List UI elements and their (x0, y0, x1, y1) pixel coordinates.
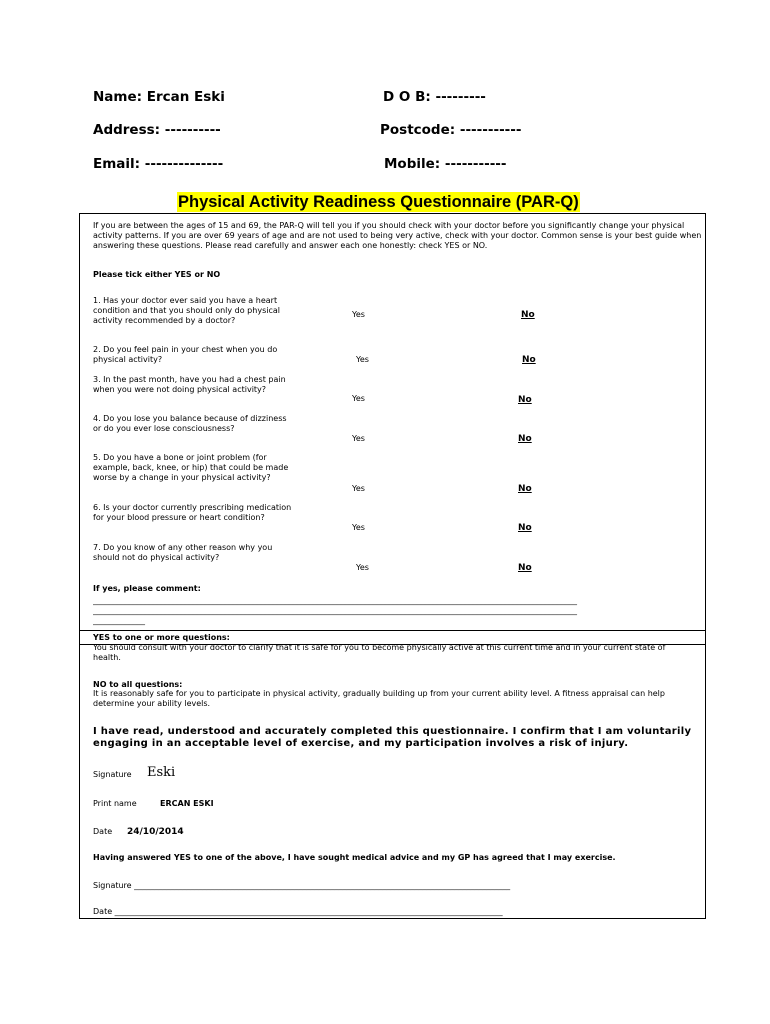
answer-no-3[interactable]: No (518, 395, 532, 405)
document-title: Physical Activity Readiness Questionnaire (PAR-Q) (178, 193, 579, 211)
name-field: Name: Ercan Eski (93, 89, 225, 105)
gp-date-line[interactable]: Date _________________________________________________________________________________________________ (93, 907, 503, 916)
signature-value: Eski (147, 765, 176, 780)
yes-one-title: YES to one or more questions: (93, 633, 230, 642)
answer-yes-1[interactable]: Yes (352, 310, 365, 319)
answer-no-2[interactable]: No (522, 355, 536, 365)
mobile-field: Mobile: ----------- (384, 156, 507, 172)
answer-yes-2[interactable]: Yes (356, 355, 369, 364)
gp-statement: Having answered YES to one of the above, I have sought medical advice and my GP has agreed that I may exercise. (93, 853, 616, 862)
question-6: 6. Is your doctor currently prescribing medication for your blood pressure or heart condition? (93, 503, 292, 522)
comment-label: If yes, please comment: (93, 584, 201, 593)
comment-line-3[interactable]: _____________ (93, 616, 145, 625)
answer-no-5[interactable]: No (518, 484, 532, 494)
answer-yes-7[interactable]: Yes (356, 563, 369, 572)
date-label: Date (93, 827, 113, 836)
no-all-text: It is reasonably safe for you to participate in physical activity, gradually building up from your current ability level. A fitness appraisal can help determine your ability levels. (93, 689, 665, 708)
answer-no-4[interactable]: No (518, 434, 532, 444)
gp-signature-line[interactable]: Signature ______________________________________________________________________________________________ (93, 881, 511, 890)
no-all-title: NO to all questions: (93, 680, 183, 689)
postcode-field: Postcode: ----------- (380, 122, 522, 138)
answer-yes-4[interactable]: Yes (352, 434, 365, 443)
answer-no-7[interactable]: No (518, 563, 532, 573)
answer-yes-3[interactable]: Yes (352, 394, 365, 403)
question-5: 5. Do you have a bone or joint problem (for example, back, knee, or hip) that could be made worse by a change in your physical activity? (93, 453, 289, 482)
intro-text: If you are between the ages of 15 and 69, the PAR-Q will tell you if you should check with your doctor before you significantly change your physical activity patterns. If you are over 69 years of age and are not used to being very active, check with your doctor. Common sense is your best guide when answering these questions. Please read carefully and answer each one honestly: check YES or NO. (93, 221, 702, 250)
answer-yes-5[interactable]: Yes (352, 484, 365, 493)
print-name-label: Print name (93, 799, 137, 808)
print-name-value: ERCAN ESKI (160, 799, 214, 808)
answer-yes-6[interactable]: Yes (352, 523, 365, 532)
question-2: 2. Do you feel pain in your chest when you do physical activity? (93, 345, 278, 364)
declaration-text: I have read, understood and accurately completed this questionnaire. I confirm that I am voluntarily engaging in an acceptable level of exercise, and my participation involves a risk of injury. (93, 726, 692, 749)
address-field: Address: ---------- (93, 122, 221, 138)
signature-label: Signature (93, 770, 132, 779)
comment-line-1[interactable]: _________________________________________________________________________________________________________________________ (93, 596, 577, 605)
email-field: Email: -------------- (93, 156, 224, 172)
question-1: 1. Has your doctor ever said you have a heart condition and that you should only do physical activity recommended by a doctor? (93, 296, 280, 325)
date-value: 24/10/2014 (127, 827, 184, 837)
answer-no-6[interactable]: No (518, 523, 532, 533)
question-4: 4. Do you lose you balance because of dizziness or do you ever lose consciousness? (93, 414, 287, 433)
dob-field: D O B: --------- (383, 89, 486, 105)
yes-one-text: You should consult with your doctor to clarify that it is safe for you to become physically active at this current time and in your current state of health. (93, 643, 666, 662)
question-3: 3. In the past month, have you had a chest pain when you were not doing physical activity? (93, 375, 286, 394)
answer-no-1[interactable]: No (521, 310, 535, 320)
comment-line-2[interactable]: _________________________________________________________________________________________________________________________ (93, 606, 577, 615)
question-7: 7. Do you know of any other reason why you should not do physical activity? (93, 543, 273, 562)
tick-instruction: Please tick either YES or NO (93, 270, 221, 279)
